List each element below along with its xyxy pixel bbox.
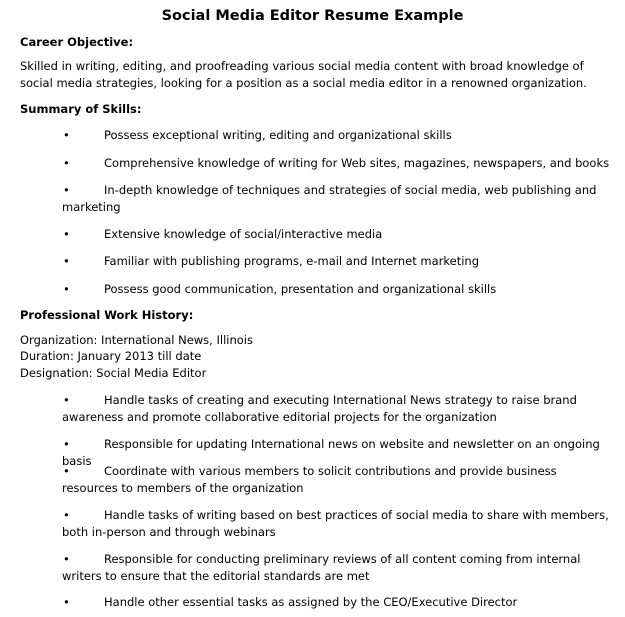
work-item: • Handle tasks of writing based on best practices of social media to share with members, both in-person and through webinars (62, 508, 609, 539)
bullet-icon: • (63, 282, 70, 296)
work-item: • Responsible for updating International news on website and newsletter on an ongoing basis (62, 437, 600, 468)
career-objective-heading: Career Objective: (20, 35, 134, 49)
work-item: • Responsible for conducting preliminary reviews of all content coming from internal writers to ensure that the editorial standards are met (62, 552, 581, 583)
skill-item: • Extensive knowledge of social/interactive media (63, 227, 383, 241)
work-item: • Coordinate with various members to solicit contributions and provide business resources to members of the organization (62, 464, 557, 495)
designation-line: Designation: Social Media Editor (20, 366, 207, 380)
bullet-icon: • (63, 393, 70, 407)
skill-item: • Familiar with publishing programs, e-mail and Internet marketing (63, 254, 479, 268)
document-title: Social Media Editor Resume Example (161, 8, 464, 24)
bullet-icon: • (63, 156, 70, 170)
skill-item: • In-depth knowledge of techniques and strategies of social media, web publishing and marketing (62, 183, 597, 214)
skill-item: • Comprehensive knowledge of writing for Web sites, magazines, newspapers, and books (63, 156, 610, 170)
bullet-icon: • (63, 437, 70, 451)
skills-heading: Summary of Skills: (20, 102, 142, 116)
work-history-heading: Professional Work History: (20, 308, 194, 322)
career-objective-text: Skilled in writing, editing, and proofreading various social media content with broad knowledge of social media strategies, looking for a position as a social media editor in a renowned organization. (20, 59, 587, 90)
bullet-icon: • (63, 508, 70, 522)
work-item: • Handle tasks of creating and executing International News strategy to raise brand awareness and promote collaborative editorial projects for the organization (62, 393, 577, 424)
skill-item: • Possess good communication, presentation and organizational skills (63, 282, 497, 296)
bullet-icon: • (63, 595, 70, 609)
bullet-icon: • (63, 183, 70, 197)
bullet-icon: • (63, 254, 70, 268)
skill-item: • Possess exceptional writing, editing and organizational skills (63, 128, 452, 142)
bullet-icon: • (63, 552, 70, 566)
bullet-icon: • (63, 128, 70, 142)
organization-line: Organization: International News, Illinois (20, 333, 253, 347)
duration-line: Duration: January 2013 till date (20, 349, 202, 363)
bullet-icon: • (63, 227, 70, 241)
work-item: • Handle other essential tasks as assigned by the CEO/Executive Director (63, 595, 518, 609)
bullet-icon: • (63, 464, 70, 478)
